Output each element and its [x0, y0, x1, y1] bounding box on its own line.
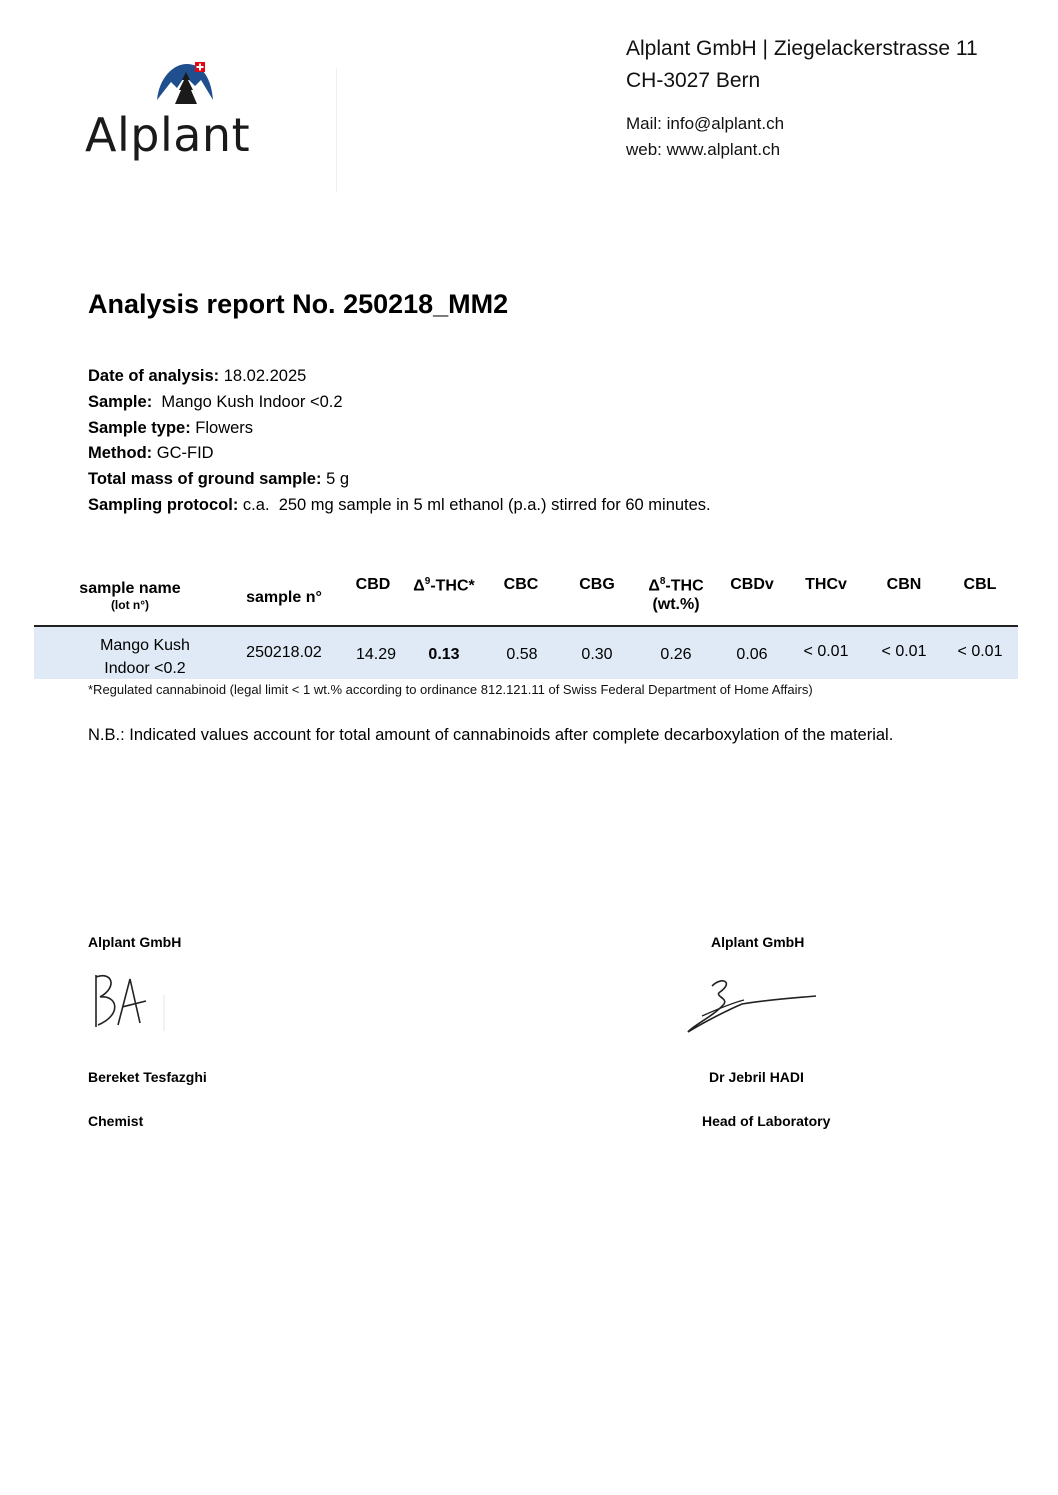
left-signature-name: Bereket Tesfazghi — [88, 1069, 207, 1085]
header-cbl: CBL — [963, 576, 997, 593]
right-signature-company: Alplant GmbH — [711, 934, 805, 950]
cell-thcv: < 0.01 — [803, 643, 849, 660]
right-signature-role: Head of Laboratory — [702, 1113, 831, 1129]
meta-sample: Sample: Mango Kush Indoor <0.2 — [88, 392, 343, 411]
address-line: Alplant GmbH | Ziegelackerstrasse 11 — [626, 37, 978, 60]
contact-mail: Mail: info@alplant.ch — [626, 114, 785, 133]
header-unit: (wt.%) — [652, 596, 700, 614]
header-d9-thc: $\Delta^9-THC*$ — [413, 576, 475, 595]
meta-date: Date of analysis: 18.02.2025 — [88, 367, 307, 385]
report-meta — [88, 364, 711, 519]
cell-d9-thc: 0.13 — [428, 646, 460, 663]
cell-cbn: < 0.01 — [881, 643, 927, 660]
cell-cbd: 14.29 — [355, 646, 397, 663]
company-address — [626, 33, 978, 97]
header-sample-name: sample name (lot n°) — [79, 580, 181, 612]
right-signature-image — [684, 972, 824, 1038]
meta-method: Method: GC-FID — [88, 444, 214, 463]
company-contact — [626, 111, 784, 163]
left-signature-role: Chemist — [88, 1113, 144, 1129]
right-signature-name: Dr Jebril HADI — [709, 1069, 804, 1085]
header-thcv: THCv — [805, 576, 847, 593]
meta-mass: Total mass of ground sample: 5 g — [88, 470, 350, 489]
table-footnote: *Regulated cannabinoid (legal limit < 1 wt.% according to ordinance 812.121.11 of Swiss Federal Department of Home Affairs) — [88, 682, 813, 697]
logo-wordmark: Alplant — [85, 108, 251, 162]
note-paragraph: N.B.: Indicated values account for total amount of cannabinoids after complete decarboxylation of the material. — [88, 726, 894, 744]
cell-cbl: < 0.01 — [957, 643, 1003, 660]
header-cbn: CBN — [886, 576, 922, 593]
cell-cbg: 0.30 — [581, 646, 613, 663]
meta-protocol: Sampling protocol: c.a. 250 mg sample in 5 ml ethanol (p.a.) stirred for 60 minutes. — [88, 495, 711, 514]
left-signature-company: Alplant GmbH — [88, 934, 182, 950]
cell-cbc: 0.58 — [506, 646, 538, 663]
meta-sample-type: Sample type: Flowers — [88, 418, 254, 437]
cell-sample-no: 250218.02 — [246, 644, 322, 661]
header-sample-no: sample n° — [246, 589, 322, 606]
address-city: CH-3027 Bern — [626, 69, 761, 92]
header-cbg: CBG — [579, 576, 615, 593]
header-divider — [336, 68, 337, 192]
header-cbd: CBD — [355, 576, 391, 593]
cell-sample-name: Mango Kush Indoor <0.2 — [100, 637, 190, 677]
company-logo — [85, 60, 285, 170]
cell-d8-thc: 0.26 — [660, 646, 692, 663]
contact-web: web: www.alplant.ch — [626, 140, 781, 159]
mountain-logo-icon — [155, 60, 215, 110]
report-title: Analysis report No. 250218_MM2 — [88, 289, 509, 319]
header-cbdv: CBDv — [730, 576, 774, 593]
left-signature-image — [88, 965, 168, 1035]
header-d8-thc: $\Delta^8$-THC (wt.%) — [636, 576, 716, 614]
header-cbc: CBC — [503, 576, 539, 593]
cell-cbdv: 0.06 — [736, 646, 768, 663]
